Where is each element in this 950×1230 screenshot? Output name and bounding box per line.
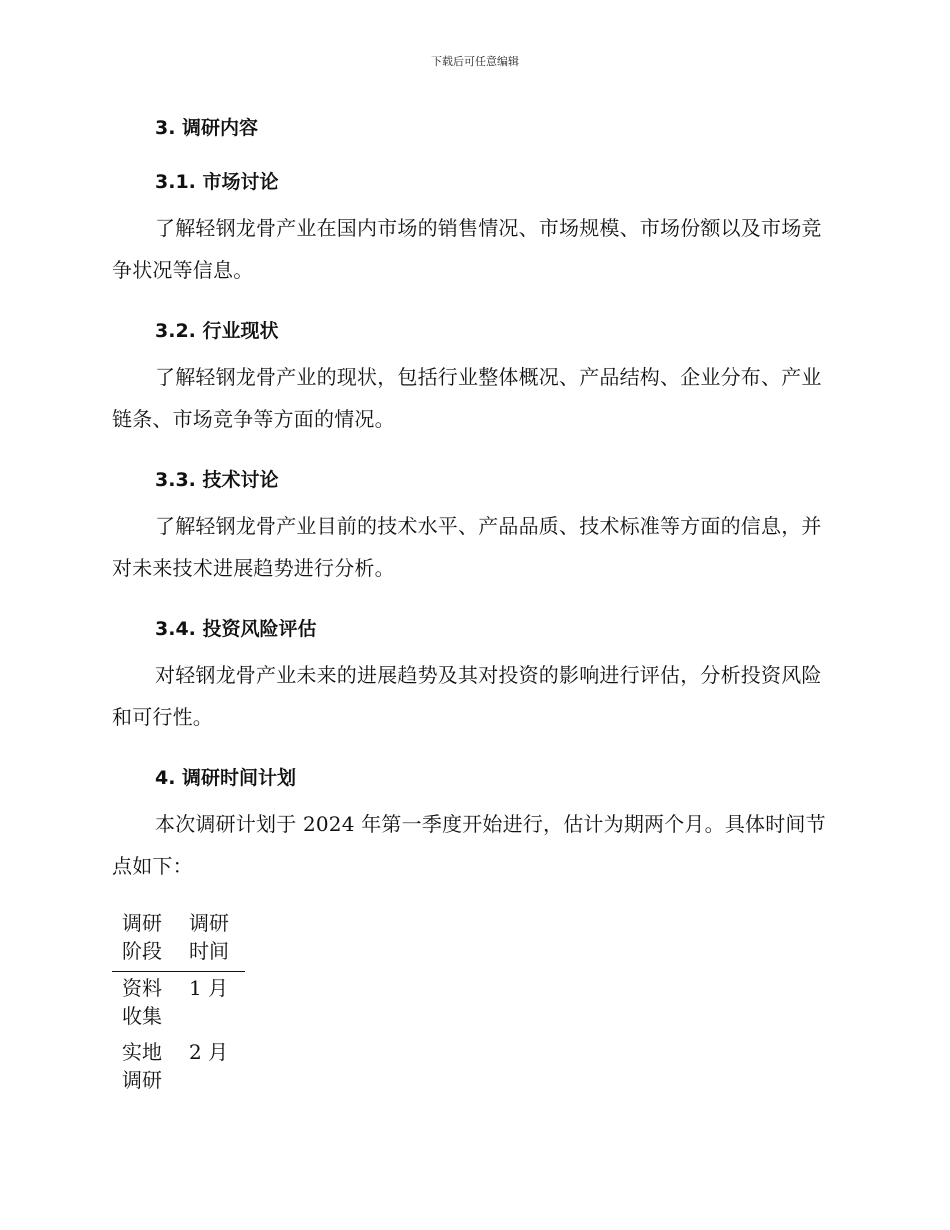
section-3-2-paragraph: 了解轻钢龙骨产业的现状，包括行业整体概况、产品结构、企业分布、产业链条、市场竞争等方面的情况。 xyxy=(112,365,822,431)
table-cell: 1 月 xyxy=(189,976,229,1000)
section-3-heading: 3. 调研内容 xyxy=(155,117,259,139)
section-3-1-heading: 3.1. 市场讨论 xyxy=(155,171,279,193)
table-cell: 2 月 xyxy=(189,1040,229,1064)
section-4-heading: 4. 调研时间计划 xyxy=(155,767,297,789)
section-3-2-heading: 3.2. 行业现状 xyxy=(155,320,279,342)
table-cell: 实地调研 xyxy=(122,1040,162,1092)
table-cell: 资料收集 xyxy=(122,976,162,1028)
table-row xyxy=(112,1036,245,1100)
page-header-note: 下载后可任意编辑 xyxy=(431,55,519,68)
table-header-cell: 调研阶段 xyxy=(112,907,176,972)
table-header-cell: 调研时间 xyxy=(176,907,245,972)
section-3-3-heading: 3.3. 技术讨论 xyxy=(155,469,279,491)
section-4-paragraph: 本次调研计划于 2024 年第一季度开始进行，估计为期两个月。具体时间节点如下： xyxy=(112,812,826,878)
table-header-row xyxy=(112,907,245,972)
section-3-1-paragraph: 了解轻钢龙骨产业在国内市场的销售情况、市场规模、市场份额以及市场竞争状况等信息。 xyxy=(112,216,822,282)
section-3-4-heading: 3.4. 投资风险评估 xyxy=(155,618,317,640)
section-3-3-paragraph: 了解轻钢龙骨产业目前的技术水平、产品品质、技术标准等方面的信息，并对未来技术进展趋势进行分析。 xyxy=(112,514,822,580)
section-3-4-paragraph: 对轻钢龙骨产业未来的进展趋势及其对投资的影响进行评估，分析投资风险和可行性。 xyxy=(112,663,822,729)
table-row xyxy=(112,972,245,1037)
document-body xyxy=(112,108,836,1100)
schedule-table xyxy=(112,907,245,1100)
